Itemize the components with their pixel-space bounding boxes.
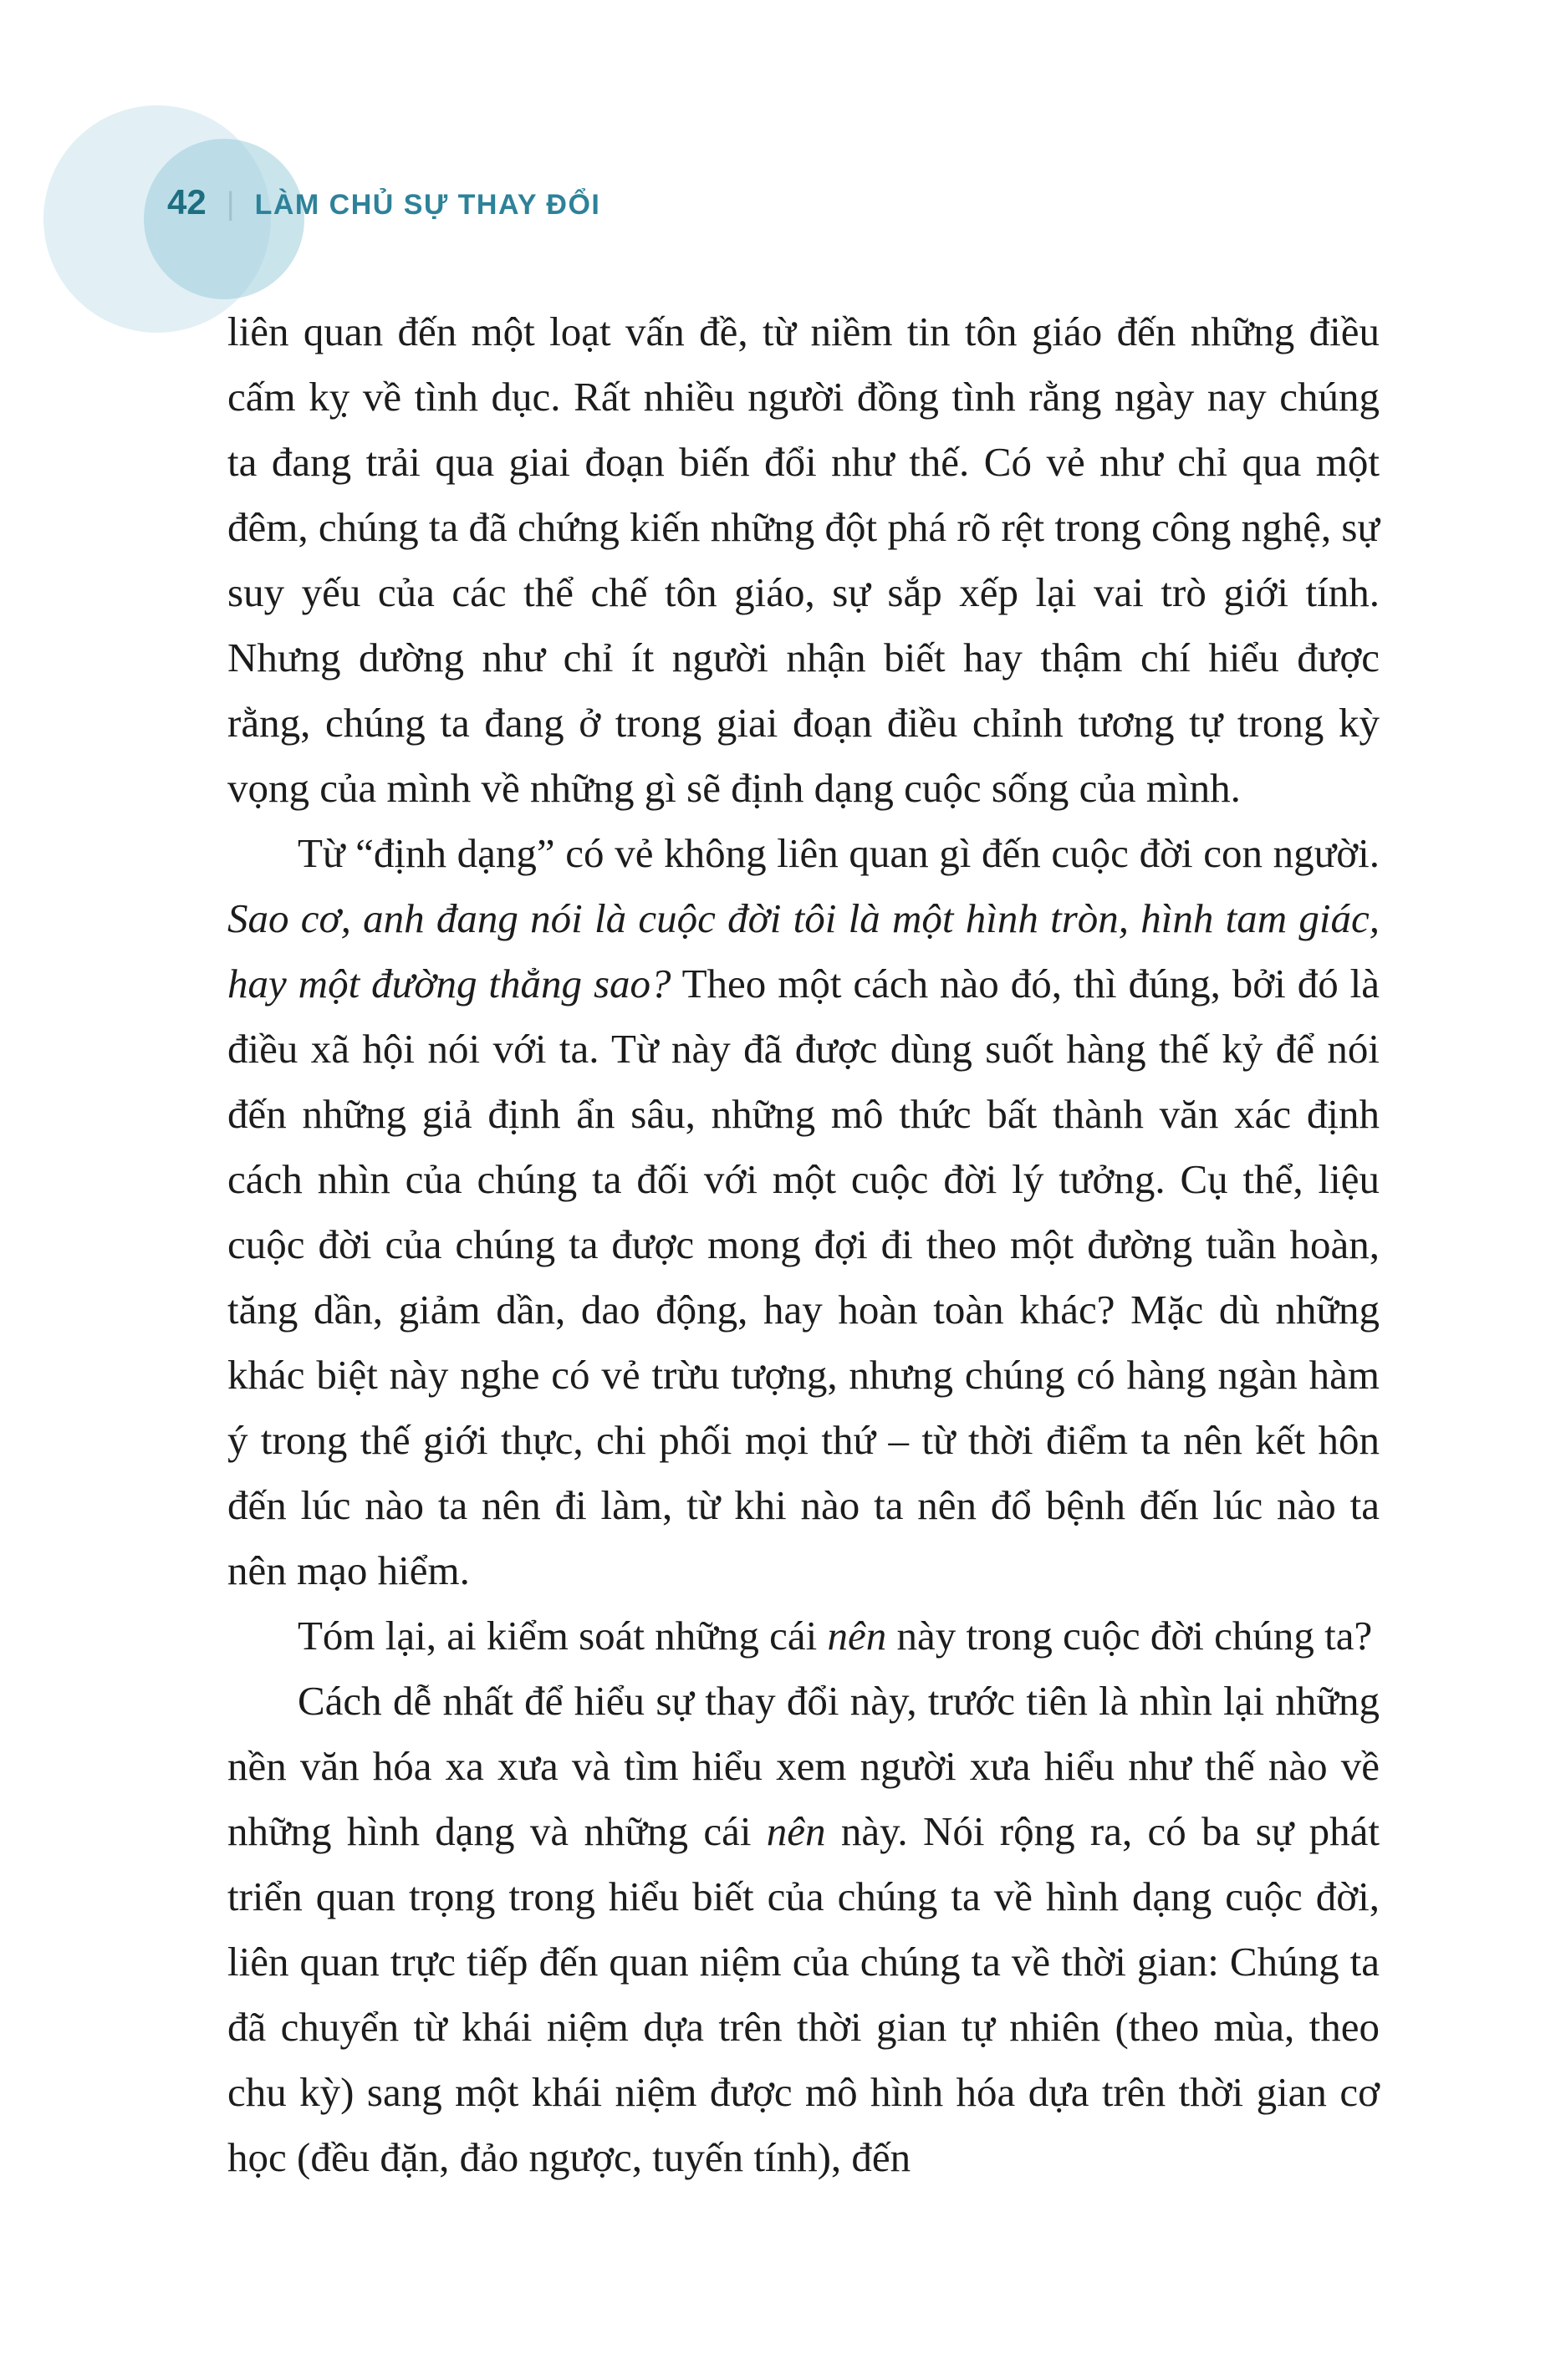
paragraph	[227, 1669, 1380, 2190]
text-run: Từ “định dạng” có vẻ không liên quan gì đến cuộc đời con người.	[298, 830, 1380, 876]
header-separator: |	[226, 186, 235, 222]
italic-text-run: Sao cơ, anh đang nói là cuộc đời tôi là một hình tròn, hình tam giác, hay một đường thẳng sao?	[227, 895, 1380, 1007]
book-title: LÀM CHỦ SỰ THAY ĐỔI	[254, 189, 601, 221]
running-header	[167, 182, 600, 222]
paragraph	[227, 821, 1380, 1603]
text-body	[227, 299, 1380, 2190]
text-run: Theo một cách nào đó, thì đúng, bởi đó là điều xã hội nói với ta. Từ này đã được dùng suốt hàng thế kỷ để nói đến những giả định ẩn sâu, những mô thức bất thành văn xác định cách nhìn của chúng ta đối với một cuộc đời lý tưởng. Cụ thể, liệu cuộc đời của chúng ta được mong đợi đi theo một đường tuần hoàn, tăng dần, giảm dần, dao động, hay hoàn toàn khác? Mặc dù những khác biệt này nghe có vẻ trừu tượng, nhưng chúng có hàng ngàn hàm ý trong thế giới thực, chi phối mọi thứ – từ thời điểm ta nên kết hôn đến lúc nào ta nên đi làm, từ khi nào ta nên đổ bệnh đến lúc nào ta nên mạo hiểm.	[227, 961, 1380, 1593]
paragraph	[227, 1603, 1380, 1669]
text-run: này. Nói rộng ra, có ba sự phát triển quan trọng trong hiểu biết của chúng ta về hình dạng cuộc đời, liên quan trực tiếp đến quan niệm của chúng ta về thời gian: Chúng ta đã chuyển từ khái niệm dựa trên thời gian tự nhiên (theo mùa, theo chu kỳ) sang một khái niệm được mô hình hóa dựa trên thời gian cơ học (đều đặn, đảo ngược, tuyến tính), đến	[227, 1808, 1380, 2180]
page-number: 42	[167, 182, 207, 222]
italic-text-run: nên	[766, 1808, 826, 1854]
text-run: này trong cuộc đời chúng ta?	[886, 1613, 1373, 1659]
text-run: liên quan đến một loạt vấn đề, từ niềm tin tôn giáo đến những điều cấm kỵ về tình dục. Rất nhiều người đồng tình rằng ngày nay chúng ta đang trải qua giai đoạn biến đổi như thế. Có vẻ như chỉ qua một đêm, chúng ta đã chứng kiến những đột phá rõ rệt trong công nghệ, sự suy yếu của các thể chế tôn giáo, sự sắp xếp lại vai trò giới tính. Nhưng dường như chỉ ít người nhận biết hay thậm chí hiểu được rằng, chúng ta đang ở trong giai đoạn điều chỉnh tương tự trong kỳ vọng của mình về những gì sẽ định dạng cuộc sống của mình.	[227, 308, 1380, 811]
paragraph	[227, 299, 1380, 821]
text-run: Cách dễ nhất để hiểu sự thay đổi này, trước tiên là nhìn lại những nền văn hóa xa xưa và tìm hiểu xem người xưa hiểu như thế nào về những hình dạng và những cái	[227, 1678, 1380, 1854]
italic-text-run: nên	[827, 1613, 887, 1659]
text-run: Tóm lại, ai kiểm soát những cái	[298, 1613, 828, 1659]
